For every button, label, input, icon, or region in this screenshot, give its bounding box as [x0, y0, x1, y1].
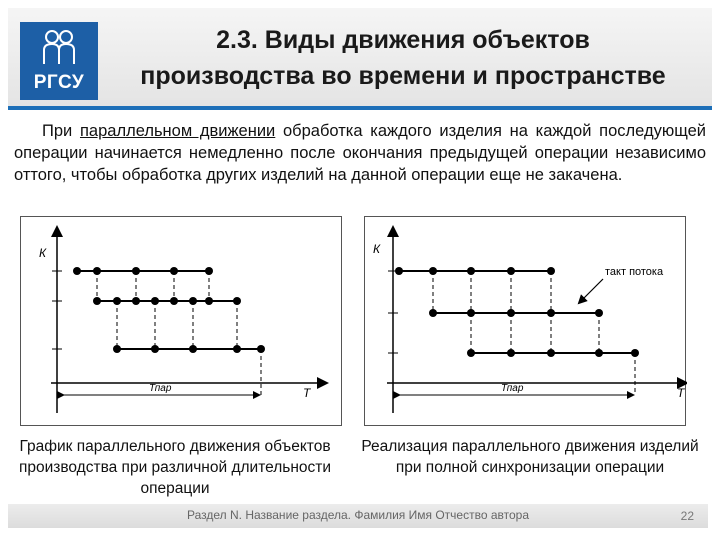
- slide-footer: [8, 504, 708, 528]
- rgsu-emblem-icon: [38, 28, 80, 66]
- left-parallel-diagram: [21, 217, 343, 427]
- y-axis-label: К: [39, 246, 47, 260]
- x-axis-label: Т: [303, 386, 311, 400]
- slide-header: [8, 8, 712, 110]
- title-line-2: производства во времени и пространстве: [140, 62, 666, 90]
- logo-text: РГСУ: [33, 72, 85, 93]
- intro-rest: обработка каждого изделия на каждой последующей операции начинается немедленно после окончания предыдущей операции независимо оттого, чтобы обработка других изделий на данной операции еще не закачена.: [14, 122, 706, 184]
- title-line-1: 2.3. Виды движения объектов: [216, 26, 590, 54]
- intro-term: параллельном движении: [79, 122, 276, 140]
- right-caption: Реализация параллельного движения изделий при полной синхронизации операции: [361, 438, 699, 476]
- left-caption: График параллельного движения объектов производства при различной длительности операции: [18, 438, 332, 497]
- intro-paragraph: [14, 120, 706, 186]
- right-parallel-diagram: [365, 217, 687, 427]
- takt-annotation: такт потока: [605, 266, 664, 278]
- span-label: Тпар: [501, 383, 524, 394]
- left-diagram-panel: [20, 216, 342, 426]
- intro-lead: При: [42, 122, 80, 140]
- span-label: Тпар: [149, 383, 172, 394]
- slide-title: [108, 22, 698, 94]
- footer-text: Раздел N. Название раздела. Фамилия Имя Отчество автора: [186, 508, 530, 522]
- right-diagram-panel: [364, 216, 686, 426]
- x-axis-label: Т: [677, 386, 685, 400]
- y-axis-label: К: [373, 242, 381, 256]
- page-number: 22: [680, 509, 694, 523]
- logo: [20, 22, 98, 100]
